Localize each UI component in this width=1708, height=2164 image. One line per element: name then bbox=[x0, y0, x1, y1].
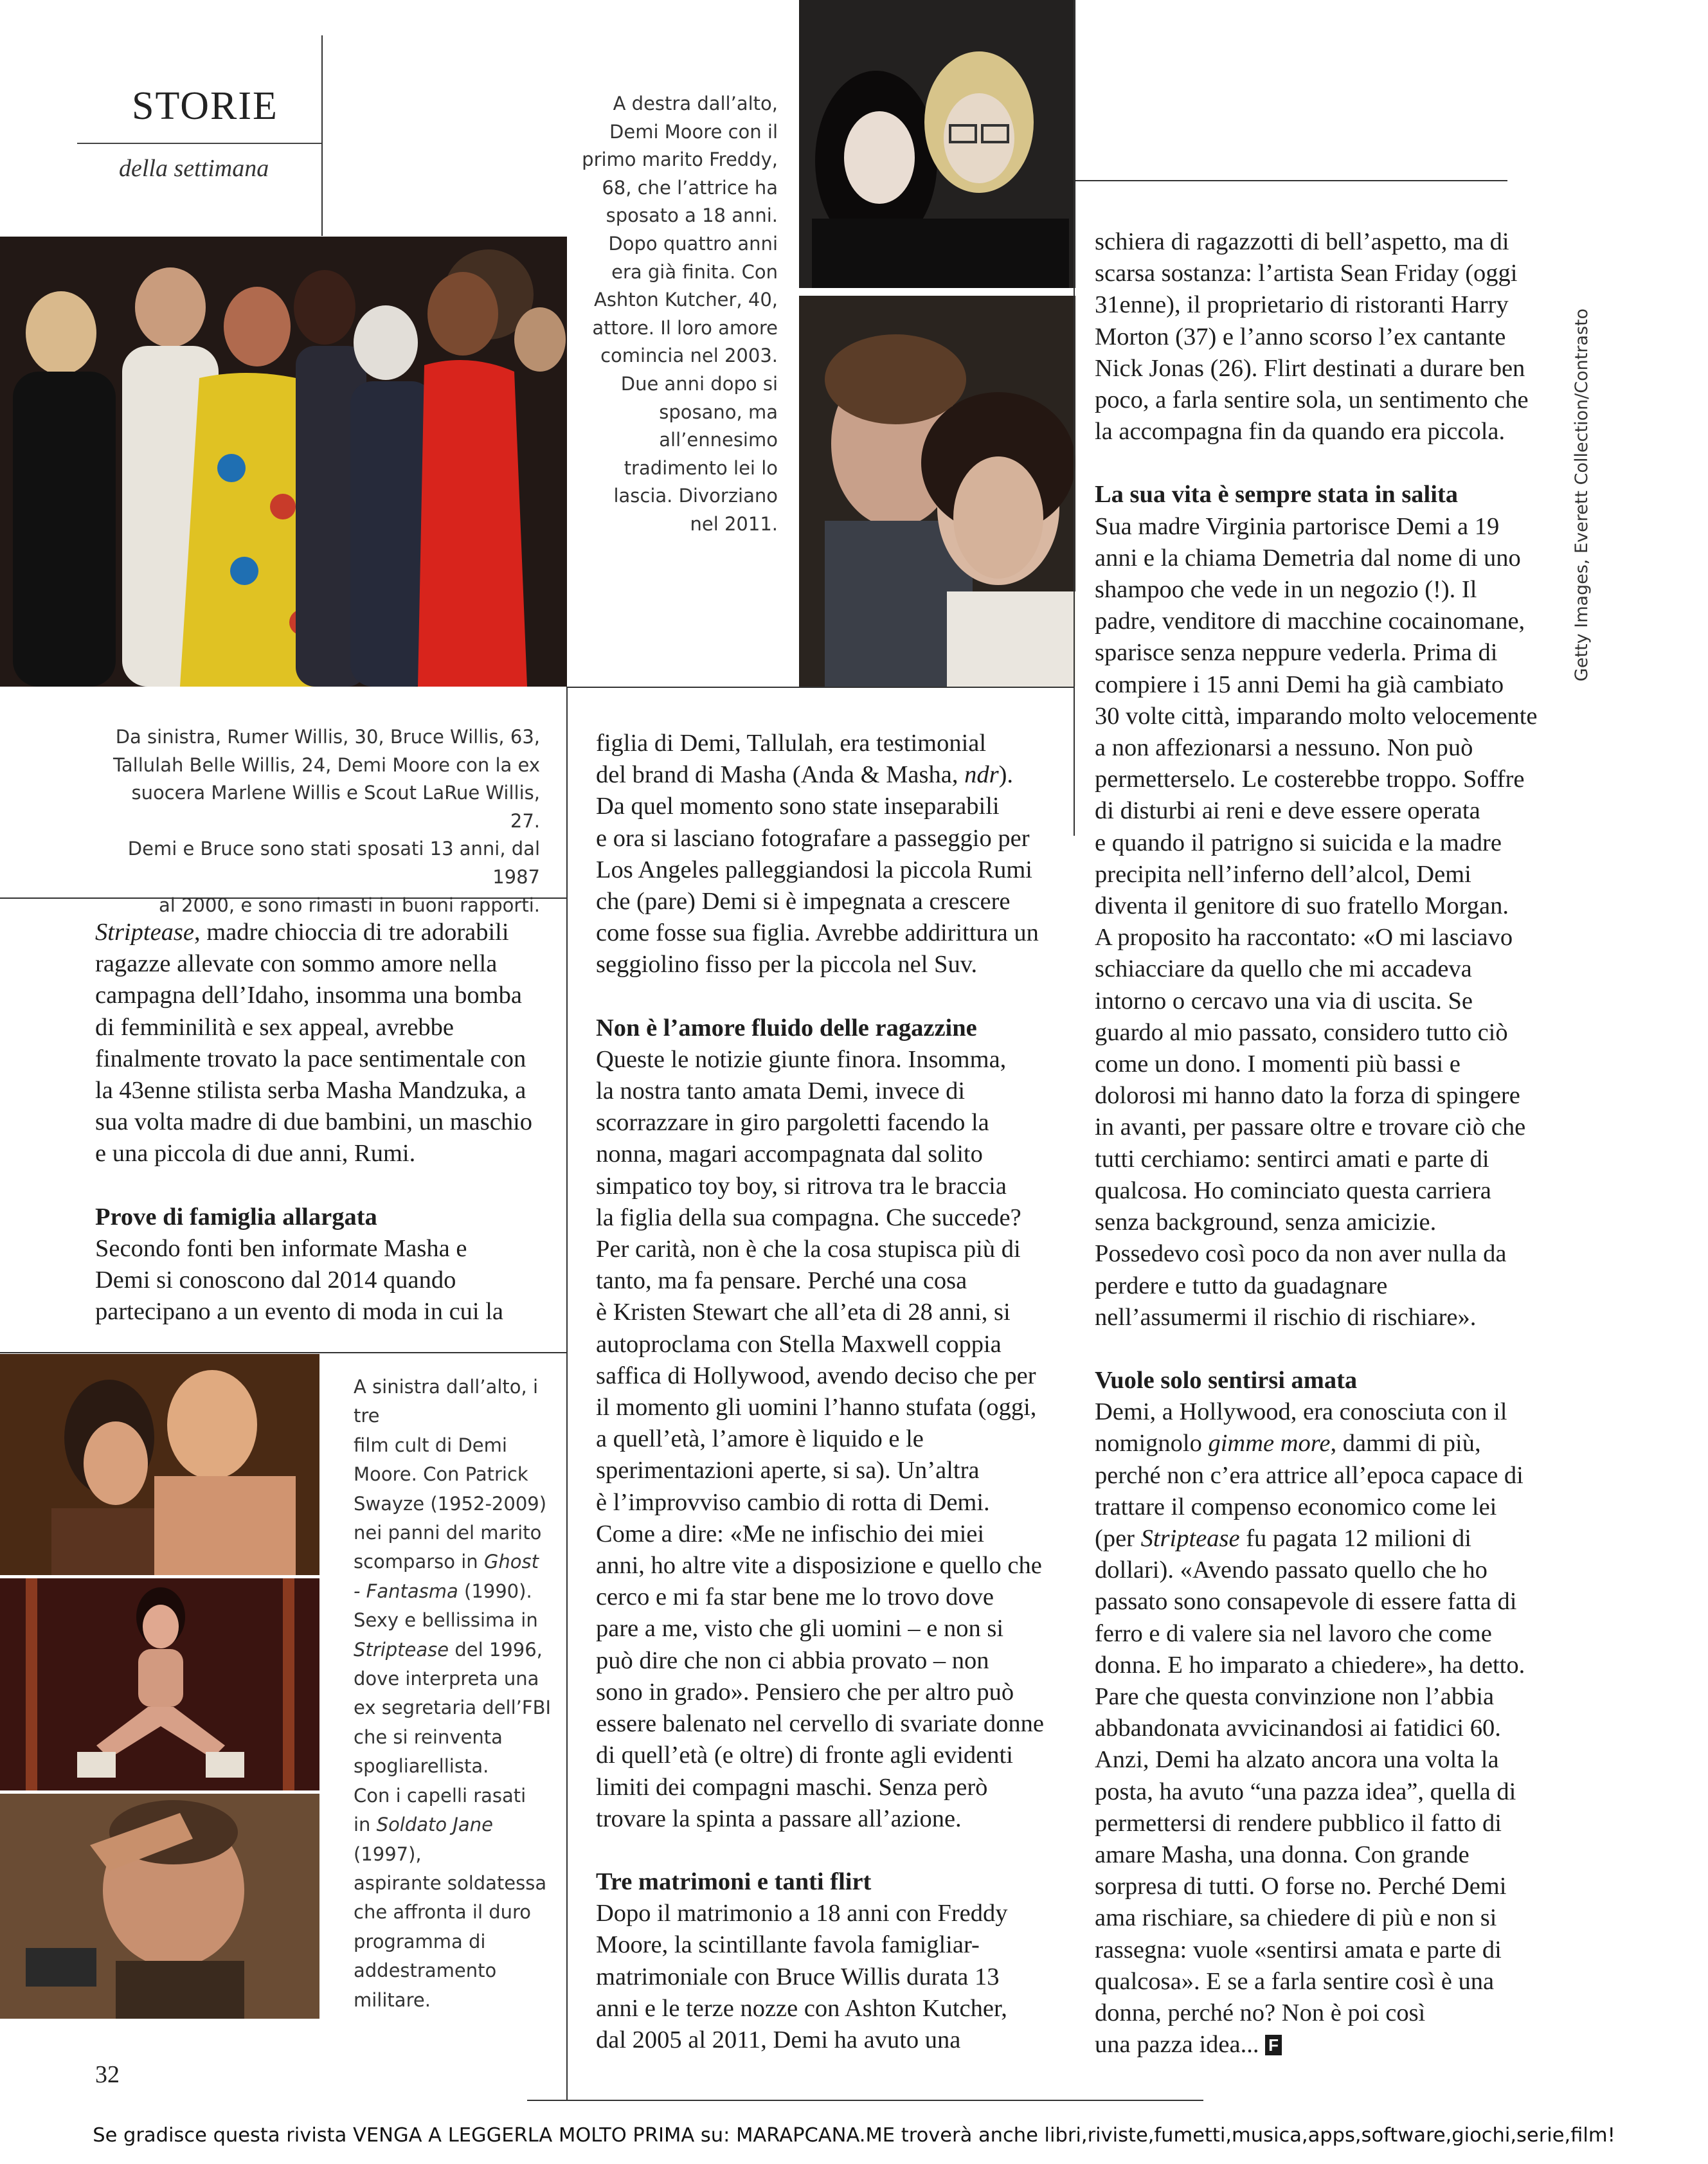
caption-films: A sinistra dall’alto, i tre film cult di Demi Moore. Con Patrick Swayze (1952-2009) nei panni del marito scomparso in Ghost - Fantasma (1990). Sexy e bellissima in Striptease del 1996, dove interpreta una ex segretaria dell’FBI che si reinventa spogliarellista. Con i capelli rasati in Soldato Jane (1997), aspirante soldatessa che affronta il duro programma di addestramento militare. bbox=[354, 1376, 552, 2011]
photo-credit: Getty Images, Everett Collection/Contrasto bbox=[1572, 308, 1592, 681]
end-mark-icon: F bbox=[1265, 2035, 1282, 2055]
footer-banner[interactable]: Se gradisce questa rivista VENGA A LEGGERLA MOLTO PRIMA su: MARAPCANA.ME troverà anche libri,riviste,fumetti,musica,apps,software,giochi,serie,film! bbox=[93, 2124, 1615, 2147]
photo-ashton-figures bbox=[799, 296, 1075, 687]
photo-striptease-figures bbox=[0, 1578, 319, 1790]
photo-freddy-moore bbox=[799, 0, 1075, 288]
vertical-rule-films bbox=[319, 1354, 321, 2023]
heading-amore-fluido: Non è l’amore fluido delle ragazzine bbox=[596, 1014, 977, 1041]
photo-family-figures bbox=[0, 237, 567, 687]
rule-below-column1 bbox=[0, 1352, 567, 1353]
heading-prove-di-famiglia: Prove di famiglia allargata bbox=[95, 1203, 377, 1231]
photo-ghost-figures bbox=[0, 1354, 319, 1575]
photo-family bbox=[0, 237, 567, 687]
heading-tre-matrimoni: Tre matrimoni e tanti flirt bbox=[596, 1868, 872, 1895]
caption-family: Da sinistra, Rumer Willis, 30, Bruce Willis, 63, Tallulah Belle Willis, 24, Demi Moore con la ex suocera Marlene Willis e Scout LaRue Willis, 27. Demi e Bruce sono stati sposati 13 anni, dal 1987 al 2000, e sono rimasti in buoni rapporti. bbox=[112, 726, 540, 916]
column-3: schiera di ragazzotti di bell’aspetto, ma di scarsa sostanza: l’artista Sean Friday (oggi 31enne), il proprietario di ristoranti Harry Morton (37) e l’anno scorso l’ex cantante Nick Jonas (26). Flirt destinati a durare ben poco, a farla sentire sola, un sentimento che la accompagna fin da quando era piccola. La sua vita è sempre stata in salita Sua madre Virginia partorisce Demi a 19 anni e la chiama Demetria dal nome di uno shampoo che vede in un negozio (!). Il padre, venditore di macchine cocainomane, sparisce senza neppure vederla. Prima di compiere i 15 anni Demi ha già cambiato 30 volte città, imparando molto velocemente a non affezionarsi a nessuno. Non può permetterselo. Le costerebbe troppo. Soffre di disturbi ai reni e deve essere operata e quando il patrigno si suicida e la madre precipita nell’inferno dell’alcol, Demi diventa il genitore di suo fratello Morgan. A proposito ha raccontato: «O mi lasciavo schiacciare da quello che mi accadeva intorno o cercavo una via di uscita. Se guardo al mio passato, considero tutto ciò come un dono. I momenti più bassi e dolorosi mi hanno dato la forza di spingere in avanti, per passare oltre e trovare ciò che tutti cerchiamo: sentirci amati e parte di qualcosa. Ho cominciato questa carriera senza background, senza amicizie. Possedevo così poco da non aver nulla da perdere e tutto da guadagnare nell’assumermi il rischio di rischiare». Vuole solo sentirsi amata Demi, a Hollywood, era conosciuta con il nomignolo gimme more, dammi di più, perché non c’era attrice all’epoca capace di trattare il compenso economico come lei (per Striptease fu pagata 12 milioni di dollari). «Avendo passato quello che ho passato sono consapevole di essere fatta di ferro e di valere sia nel lavoro che come donna. E ho imparato a chiedere», ha detto. Pare che questa convinzione non l’abbia abbandonata avvicinandosi ai fatidici 60. Anzi, Demi ha alzato ancora una volta la posta, ha avuto “una pazza idea”, quella di permettersi di rendere pubblico il fatto di amare Masha, una donna. Con grande sorpresa di tutti. O forse no. Perché Demi ama rischiare, sa chiedere di più e non si rassegna: vuole «sentirsi amata e parte di qualcosa». E se a farla sentire così è una donna, perché no? Non è poi così una pazza idea... F bbox=[1095, 226, 1570, 2060]
vertical-rule-center bbox=[566, 687, 568, 2101]
column-2: figlia di Demi, Tallulah, era testimonial del brand di Masha (Anda & Masha, ndr). Da quel momento sono state inseparabili e ora si lasciano fotografare a passeggio per Los Angeles palleggiandosi la piccola Rumi che (pare) Demi si è impegnata a crescere come fosse sua figlia. Avrebbe addirittura un seggiolino fisso per la piccola nel Suv. Non è l’amore fluido delle ragazzine Queste le notizie giunte finora. Insomma, la nostra tanto amata Demi, invece di scorrazzare in giro pargoletti facendo la nonna, magari accompagnata dal solito simpatico toy boy, si ritrova tra le braccia la figlia della sua compagna. Che succede? Per carità, non è che la cosa stupisca più di tanto, ma fa pensare. Perché una cosa è Kristen Stewart che all’eta di 28 anni, si autoproclama con Stella Maxwell coppia saffica di Hollywood, avendo deciso che per il momento gli uomini l’hanno stufata (oggi, a quell’età, l’amore è liquido e le sperimentazioni aperte, si sa). Un’altra è l’improvviso cambio di rotta di Demi. Come a dire: «Me ne infischio dei miei anni, ho altre vite a disposizione e quello che cerco e mi fa star bene me lo trovo dove pare a me, visto che gli uomini – e non si può dire che non ci abbia provato – non sono in grado». Pensiero che per altro può essere balenato nel cervello di svariate donne di quell’età (e oltre) di fronte agli evidenti limiti dei compagni maschi. Senza però trovare la spinta a passare all’azione. Tre matrimoni e tanti flirt Dopo il matrimonio a 18 anni con Freddy Moore, la scintillante favola famigliar- matrimoniale con Bruce Willis durata 13 anni e le terze nozze con Ashton Kutcher, dal 2005 al 2011, Demi ha avuto una bbox=[596, 728, 1059, 2056]
photo-ashton-kutcher bbox=[799, 296, 1075, 687]
column-1: Striptease, madre chioccia di tre adorabili ragazze allevate con sommo amore nella campagna dell’Idaho, insomma una bomba di femminilità e sex appeal, avrebbe finalmente trovato la pace sentimentale con la 43enne stilista serba Masha Mandzuka, a sua volta madre di due bambini, un maschio e una piccola di due anni, Rumi. Prove di famiglia allargata Secondo fonti ben informate Masha e Demi si conoscono dal 2014 quando partecipano a un evento di moda in cui la bbox=[95, 917, 545, 1328]
photo-freddy-figures bbox=[799, 0, 1075, 288]
page-number: 32 bbox=[95, 2061, 120, 2088]
vertical-rule-right bbox=[1074, 0, 1075, 836]
section-subtitle: della settimana bbox=[119, 155, 269, 182]
caption-husbands: A destra dall’alto, Demi Moore con il primo marito Freddy, 68, che l’attrice ha sposato a 18 anni. Dopo quattro anni era già finita. Con Ashton Kutcher, 40, attore. Il loro amore comincia nel 2003. Due anni dopo si sposano, ma all’ennesimo tradimento lei lo lascia. Divorziano nel 2011. bbox=[582, 93, 778, 535]
photo-soldato-jane-figures bbox=[0, 1794, 319, 2019]
header-rule bbox=[77, 143, 321, 144]
rule-footer bbox=[527, 2100, 1203, 2101]
col1-line: Striptease, madre chioccia di tre adorabili bbox=[95, 919, 509, 946]
photo-striptease bbox=[0, 1578, 319, 1790]
heading-vita-in-salita: La sua vita è sempre stata in salita bbox=[1095, 481, 1459, 509]
heading-sentirsi-amata: Vuole solo sentirsi amata bbox=[1095, 1366, 1358, 1394]
rule-top-right bbox=[1075, 180, 1507, 181]
rule-under-photos bbox=[567, 687, 1075, 688]
photo-soldato-jane bbox=[0, 1794, 319, 2019]
photo-ghost bbox=[0, 1354, 319, 1575]
section-title: STORIE bbox=[132, 84, 278, 128]
header-vertical-rule bbox=[321, 35, 323, 236]
